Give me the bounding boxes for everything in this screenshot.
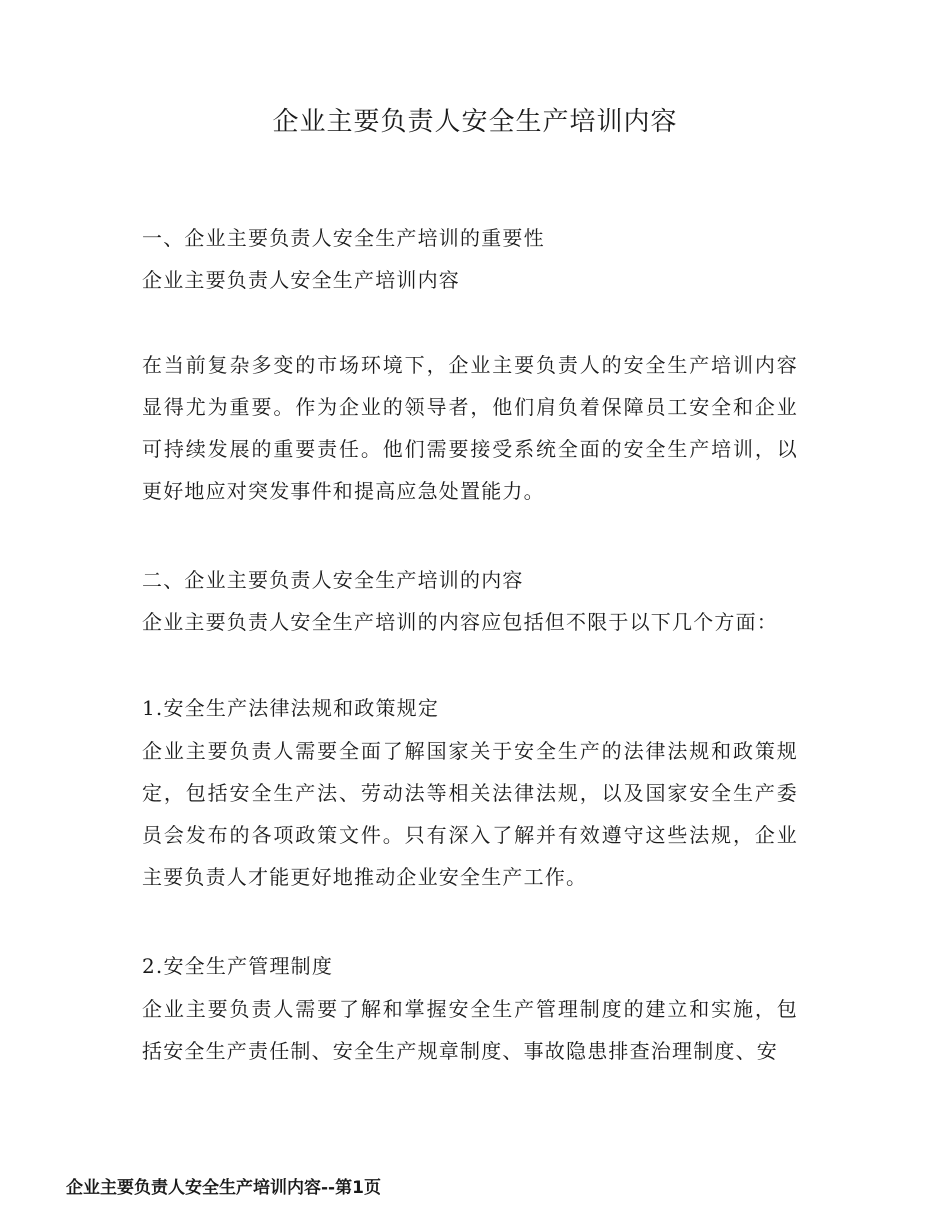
page-footer: 企业主要负责人安全生产培训内容--第1页 <box>66 1178 381 1198</box>
section1-heading: 一、企业主要负责人安全生产培训的重要性 <box>142 226 545 250</box>
item2-heading: 2.安全生产管理制度 <box>142 954 334 978</box>
section2-intro: 企业主要负责人安全生产培训的内容应包括但不限于以下几个方面： <box>142 610 778 634</box>
section1-subheading: 企业主要负责人安全生产培训内容 <box>142 268 460 292</box>
item1-heading: 1.安全生产法律法规和政策规定 <box>142 696 440 720</box>
section1-paragraph: 在当前复杂多变的市场环境下，企业主要负责人的安全生产培训内容显得尤为重要。作为企业的领导者，他们肩负着保障员工安全和企业可持续发展的重要责任。他们需要接受系统全面的安全生产培训，以更好地应对突发事件和提高应急处置能力。 <box>142 353 798 503</box>
item2-paragraph: 企业主要负责人需要了解和掌握安全生产管理制度的建立和实施，包括安全生产责任制、安全生产规章制度、事故隐患排查治理制度、安 <box>142 997 798 1063</box>
item1-paragraph: 企业主要负责人需要全面了解国家关于安全生产的法律法规和政策规定，包括安全生产法、劳动法等相关法律法规，以及国家安全生产委员会发布的各项政策文件。只有深入了解并有效遵守这些法规，企业主要负责人才能更好地推动企业安全生产工作。 <box>142 739 798 889</box>
document-title: 企业主要负责人安全生产培训内容 <box>272 107 678 137</box>
section2-heading: 二、企业主要负责人安全生产培训的内容 <box>142 568 524 592</box>
